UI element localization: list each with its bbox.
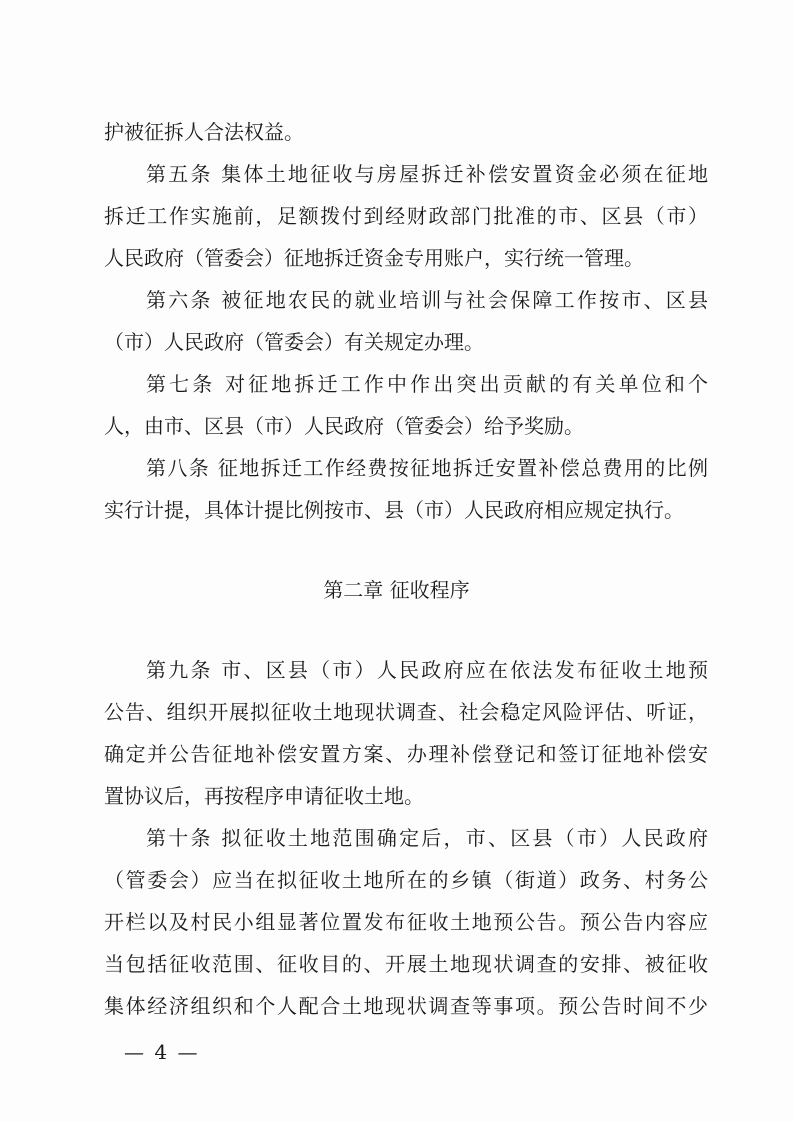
article-10-line-2: （管委会）应当在拟征收土地所在的乡镇（街道）政务、村务公 — [104, 868, 708, 892]
article-5-line-1: 第五条 集体土地征收与房屋拆迁补偿安置资金必须在征地 — [146, 162, 708, 186]
article-10-line-1: 第十条 拟征收土地范围确定后，市、区县（市）人民政府 — [146, 826, 708, 850]
article-7-line-1: 第七条 对征地拆迁工作中作出突出贡献的有关单位和个 — [146, 372, 708, 396]
article-7-line-2: 人，由市、区县（市）人民政府（管委会）给予奖励。 — [104, 414, 584, 438]
article-6-line-2: （市）人民政府（管委会）有关规定办理。 — [104, 330, 484, 354]
article-10-line-5: 集体经济组织和个人配合土地现状调查等事项。预公告时间不少 — [104, 994, 708, 1018]
article-8-line-2: 实行计提，具体计提比例按市、县（市）人民政府相应规定执行。 — [104, 498, 684, 522]
article-6-line-1: 第六条 被征地农民的就业培训与社会保障工作按市、区县 — [146, 288, 708, 312]
article-9-line-3: 确定并公告征地补偿安置方案、办理补偿登记和签订征地补偿安 — [104, 742, 708, 766]
article-5-line-3: 人民政府（管委会）征地拆迁资金专用账户，实行统一管理。 — [104, 246, 644, 270]
article-9-line-1: 第九条 市、区县（市）人民政府应在依法发布征收土地预 — [146, 658, 708, 682]
article-8-line-1: 第八条 征地拆迁工作经费按征地拆迁安置补偿总费用的比例 — [146, 456, 708, 480]
article-9-line-4: 置协议后，再按程序申请征收土地。 — [104, 784, 424, 808]
paragraph-continuation-line-1: 护被征拆人合法权益。 — [104, 120, 304, 144]
article-10-line-3: 开栏以及村民小组显著位置发布征收土地预公告。预公告内容应 — [104, 910, 708, 934]
article-5-line-2: 拆迁工作实施前，足额拨付到经财政部门批准的市、区县（市） — [104, 204, 708, 228]
article-9-line-2: 公告、组织开展拟征收土地现状调查、社会稳定风险评估、听证， — [104, 700, 708, 724]
chapter-2-heading: 第二章 征收程序 — [323, 578, 470, 602]
article-10-line-4: 当包括征收范围、征收目的、开展土地现状调查的安排、被征收 — [104, 952, 708, 976]
page-number: — 4 — — [124, 1040, 200, 1064]
